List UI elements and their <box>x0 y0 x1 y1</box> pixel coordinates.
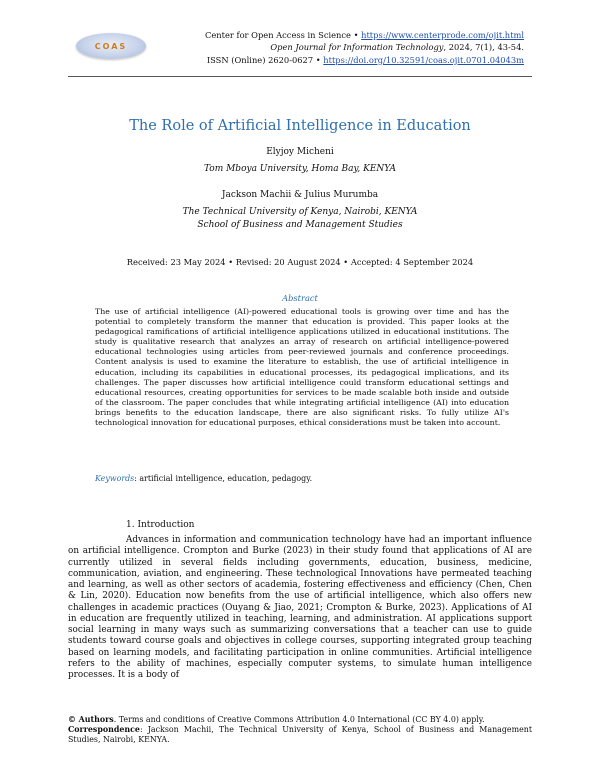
coas-logo <box>76 33 146 59</box>
section-heading-introduction: 1. Introduction <box>126 520 195 530</box>
abstract-text: The use of artificial intelligence (AI)-powered educational tools is growing over time and has the potential to completely transform the manner that education is provided. This paper looks at the pedagogical ramifications of artificial intelligence applications utilized in educational institutions. The study is qualitative research that analyzes an array of research on artificial intelligence-powered educational technologies using articles from peer-reviewed journals and conference proceedings. Content analysis is used to examine the literature to establish, the use of artificial intelligence in education, including its capabilities in educational processes, its pedagogical implications, and its challenges. The paper discusses how artificial intelligence could transform educational settings and educational resources, creating opportunities for services to be made scalable both inside and outside of the classroom. The paper concludes that while integrating artificial intelligence (AI) into education brings benefits to the education landscape, there are also significant risks. To fully utilize AI's technological innovation for educational purposes, ethical considerations must be taken into account. <box>95 307 509 428</box>
correspondence-label: Correspondence <box>68 725 140 735</box>
affiliation-1: Tom Mboya University, Homa Bay, KENYA <box>203 164 397 174</box>
footer-note <box>68 715 532 746</box>
header-line-3: ISSN (Online) 2620-0627 • https://doi.org/10.32591/coas.ojit.0701.04043m <box>206 54 524 65</box>
journal-header <box>205 29 524 66</box>
header-divider <box>68 76 532 77</box>
doi-link[interactable]: https://doi.org/10.32591/coas.ojit.0701.04043m <box>323 54 524 65</box>
introduction-paragraph: Advances in information and communication technology have had an important influence on artificial intelligence. Crompton and Burke (2023) in their study found that applications of AI are currently utilized in several fields including governments, education, business, medicine, communication, aviation, and engineering. These technological Innovations have permeated teaching and learning, as well as other sectors of academia, fostering effectiveness and efficiency (Chen, Chen & Lin, 2020). Education now benefits from the use of artificial intelligence, which also offers new challenges in academic practices (Ouyang & Jiao, 2021; Crompton & Burke, 2023). Applications of AI in education are frequently utilized in teaching, learning, and administration. AI applications support social learning in many ways such as summarizing conversations that a teacher can use to guide students toward course goals and objectives in college courses, supporting integrated group teaching based on learning models, and facilitating participation in online communities. Artificial intelligence refers to the ability of machines, especially computer systems, to simulate human intelligence processes. It is a body of <box>68 535 532 680</box>
affiliation-2b: School of Business and Management Studies <box>197 220 403 230</box>
correspondence-text: : Jackson Machii, The Technical University of Kenya, School of Business and Management Studies, Nairobi, KENYA. <box>68 725 532 745</box>
affiliation-2a: The Technical University of Kenya, Nairobi, KENYA <box>182 207 418 217</box>
license-text: . Terms and conditions of Creative Commons Attribution 4.0 International (CC BY 4.0) apply. <box>113 715 485 724</box>
header-line-2: Open Journal for Information Technology, 2024, 7(1), 43-54. <box>270 42 524 53</box>
journal-url-link[interactable]: https://www.centerprode.com/ojit.html <box>361 30 524 40</box>
header-line-1: Center for Open Access in Science • https://www.centerprode.com/ojit.html <box>205 30 524 40</box>
keywords-text: : artificial intelligence, education, pedagogy. <box>134 474 313 483</box>
keywords-label: Keywords <box>95 474 135 483</box>
author-2: Jackson Machii & Julius Murumba <box>221 190 379 200</box>
authors-label: © Authors <box>68 715 114 724</box>
keywords <box>95 474 312 483</box>
logo-text: COAS <box>94 41 128 51</box>
author-1: Elyjoy Micheni <box>266 147 334 157</box>
publication-dates: Received: 23 May 2024 • Revised: 20 August 2024 • Accepted: 4 September 2024 <box>126 257 474 267</box>
paper-title: The Role of Artificial Intelligence in Education <box>129 118 471 134</box>
abstract-heading: Abstract <box>282 293 318 303</box>
